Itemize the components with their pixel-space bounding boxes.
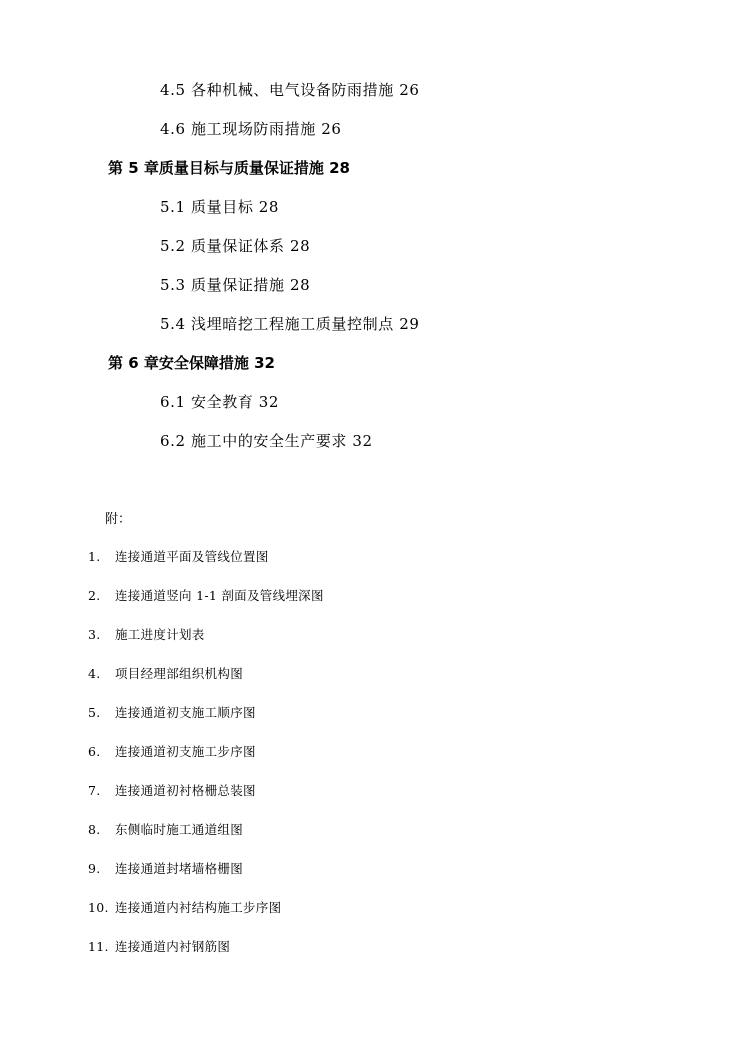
attachment-number: 4. — [88, 666, 101, 681]
toc-entry-5-4: 5.4 浅埋暗挖工程施工质量控制点 29 — [160, 315, 420, 333]
attachment-item — [88, 746, 256, 759]
toc-chapter-6: 第 6 章安全保障措施 32 — [108, 354, 275, 372]
attachment-number: 5. — [88, 705, 101, 720]
toc-chapter-5: 第 5 章质量目标与质量保证措施 28 — [108, 159, 350, 177]
toc-entry-6-2: 6.2 施工中的安全生产要求 32 — [160, 432, 373, 450]
toc-entry-5-3: 5.3 质量保证措施 28 — [160, 276, 311, 294]
toc-entry-4-6: 4.6 施工现场防雨措施 26 — [160, 120, 342, 138]
attachment-title: 连接通道初支施工顺序图 — [115, 705, 256, 720]
toc-entry-4-5: 4.5 各种机械、电气设备防雨措施 26 — [160, 81, 420, 99]
attachment-item — [88, 785, 256, 798]
attachment-title: 连接通道竖向 1-1 剖面及管线埋深图 — [115, 588, 324, 603]
toc-entry-5-2: 5.2 质量保证体系 28 — [160, 237, 311, 255]
attachment-number: 7. — [88, 783, 101, 798]
attachment-title: 连接通道封堵墙格栅图 — [115, 861, 244, 876]
attachment-item — [88, 629, 205, 642]
attachment-title: 连接通道内衬结构施工步序图 — [115, 900, 282, 915]
attachment-number: 10. — [88, 900, 109, 915]
attachment-title: 施工进度计划表 — [115, 627, 205, 642]
attachment-item — [88, 863, 243, 876]
attachment-number: 3. — [88, 627, 101, 642]
attachment-number: 9. — [88, 861, 101, 876]
toc-entry-6-1: 6.1 安全教育 32 — [160, 393, 280, 411]
attachment-item — [88, 668, 243, 681]
attachment-title: 连接通道初衬格栅总装图 — [115, 783, 256, 798]
attachment-number: 11. — [88, 939, 109, 954]
attachment-item — [88, 824, 243, 837]
attachment-number: 2. — [88, 588, 101, 603]
attachment-title: 项目经理部组织机构图 — [115, 666, 244, 681]
attachment-number: 1. — [88, 549, 101, 564]
attachment-item — [88, 551, 269, 564]
attachment-title: 东侧临时施工通道组图 — [115, 822, 244, 837]
attachment-title: 连接通道内衬钢筋图 — [115, 939, 231, 954]
attachment-number: 6. — [88, 744, 101, 759]
attachment-title: 连接通道平面及管线位置图 — [115, 549, 269, 564]
toc-entry-5-1: 5.1 质量目标 28 — [160, 198, 280, 216]
attachment-item — [88, 707, 256, 720]
attachment-item — [88, 902, 281, 915]
attachment-item — [88, 590, 324, 603]
attachment-title: 连接通道初支施工步序图 — [115, 744, 256, 759]
attachments-heading: 附： — [105, 512, 132, 527]
attachment-number: 8. — [88, 822, 101, 837]
attachment-item — [88, 941, 230, 954]
